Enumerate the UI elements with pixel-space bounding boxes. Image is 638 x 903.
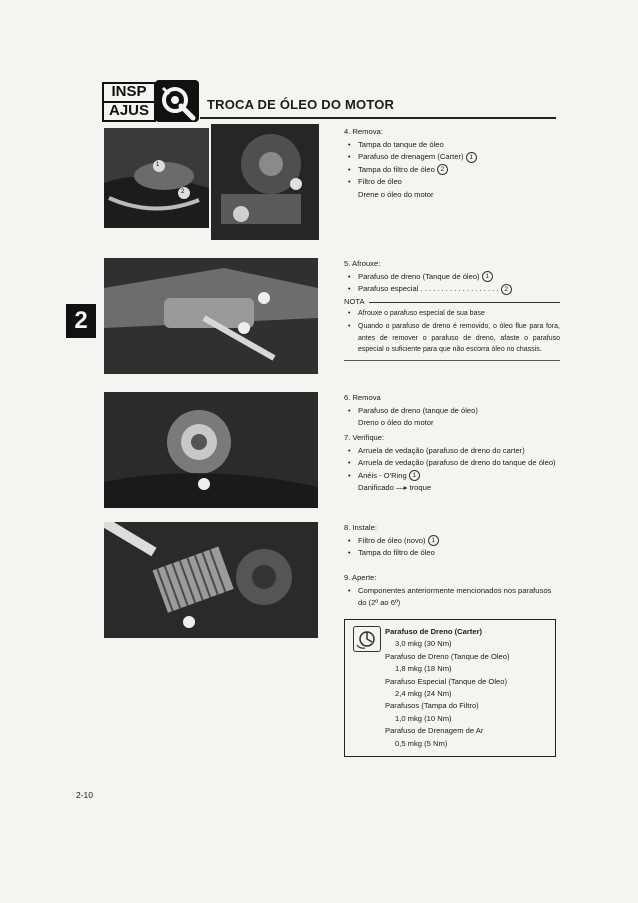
- badge-line-2: AJUS: [104, 103, 154, 120]
- page-title: TROCA DE ÓLEO DO MOTOR: [207, 97, 395, 112]
- step-8-item: • Filtro de óleo (novo) 1: [344, 535, 560, 548]
- wrench-gear-icon: [155, 80, 199, 122]
- step-6: [344, 392, 560, 430]
- step-4: [344, 126, 560, 202]
- spec-label: Parafusos (Tampa do Filtro): [385, 701, 479, 711]
- spec-label: Parafuso de Dreno (Tanque de Oleo): [385, 651, 510, 661]
- torque-wrench-icon: [353, 626, 381, 652]
- photo-oil-tank-drain: [104, 258, 318, 374]
- step-5-item: • Parafuso de dreno (Tanque de óleo) 1: [344, 271, 560, 284]
- photo-crankcase-drain: [211, 124, 319, 240]
- step-4-item: • Tampa do tanque de óleo: [344, 139, 560, 152]
- step-4-note: Drene o óleo do motor: [358, 189, 434, 199]
- photo-filter-cover: [104, 392, 318, 508]
- step-5: [344, 258, 560, 365]
- badge-line-1: INSP: [104, 84, 154, 103]
- ref-circle: 2: [501, 284, 512, 295]
- nota-divider: [344, 360, 560, 361]
- step-4-item: • Filtro de óleo: [344, 176, 560, 189]
- step-7-item: • Arruela de vedação (parafuso de dreno do carter): [344, 445, 560, 458]
- step-5-heading: 5. Afrouxe:: [344, 259, 381, 268]
- step-7-note: Danificado —▸ troque: [358, 483, 432, 493]
- ref-circle: 2: [437, 164, 448, 175]
- nota-label: NOTA: [344, 296, 560, 309]
- spec-value: 1,8 mkg (18 Nm): [395, 664, 452, 674]
- ref-circle: 1: [466, 152, 477, 163]
- spec-value: 1,0 mkg (10 Nm): [395, 713, 452, 723]
- nota-item: • Quando o parafuso de dreno é removido, o óleo flue para fora, antes de remover o parafuso de dreno, afaste o parafuso especial o suficiente para que não escorra óleo no chassis.: [344, 321, 560, 356]
- spec-value: 3,0 mkg (30 Nm): [395, 639, 452, 649]
- ref-circle: 1: [482, 271, 493, 282]
- page-number: 2-10: [76, 790, 94, 800]
- step-6-note: Dreno o óleo do motor: [358, 418, 434, 428]
- photo-oil-tank-cap: [104, 128, 209, 228]
- step-9: [344, 572, 560, 610]
- step-7-heading: 7. Verifique:: [344, 433, 385, 442]
- spec-label: Parafuso de Drenagem de Ar: [385, 726, 484, 736]
- arrow-right-icon: —▸: [396, 483, 408, 493]
- step-9-heading: 9. Aperte:: [344, 573, 377, 582]
- step-7-item: • Arruela de vedação (parafuso de dreno do tanque de óleo): [344, 457, 560, 470]
- torque-spec-box: [344, 619, 556, 757]
- ref-circle: 1: [409, 470, 420, 481]
- ref-circle: 1: [428, 535, 439, 546]
- step-4-item: • Tampa do filtro de óleo 2: [344, 164, 560, 177]
- insp-ajus-badge: [102, 82, 156, 122]
- step-6-heading: 6. Remova: [344, 393, 381, 402]
- photo1-callout-2: 2: [181, 189, 185, 195]
- step-9-item: • Componentes anteriormente mencionados nos parafusos do (2º ao 6º): [344, 585, 560, 610]
- step-7-item: • Anéis - O'Ring 1: [344, 470, 560, 483]
- spec-value: 0,5 mkg (5 Nm): [395, 738, 448, 748]
- step-4-item: • Parafuso de drenagem (Carter) 1: [344, 151, 560, 164]
- step-8-heading: 8. Instale:: [344, 523, 377, 532]
- title-divider: [200, 117, 556, 119]
- chapter-tab: 2: [66, 304, 96, 338]
- step-6-item: • Parafuso de dreno (tanque de óleo): [344, 405, 560, 418]
- step-4-heading: 4. Remova:: [344, 127, 383, 136]
- nota-item: • Afrouxe o parafuso especial de sua base: [344, 308, 560, 321]
- spec-label: Parafuso de Dreno (Carter): [385, 627, 483, 636]
- torque-spec-list: [385, 626, 510, 750]
- step-8-item: • Tampa do filtro de óleo: [344, 547, 560, 560]
- step-8: [344, 522, 560, 560]
- photo1-callout-1: 1: [156, 162, 160, 168]
- spec-label: Parafuso Especial (Tanque de Oleo): [385, 676, 507, 686]
- photo-oil-filter: [104, 522, 318, 638]
- step-5-item: • Parafuso especial . . . . . . . . . . . . . . . . . . . 2: [344, 283, 560, 296]
- spec-value: 2,4 mkg (24 Nm): [395, 689, 452, 699]
- step-7: [344, 432, 560, 495]
